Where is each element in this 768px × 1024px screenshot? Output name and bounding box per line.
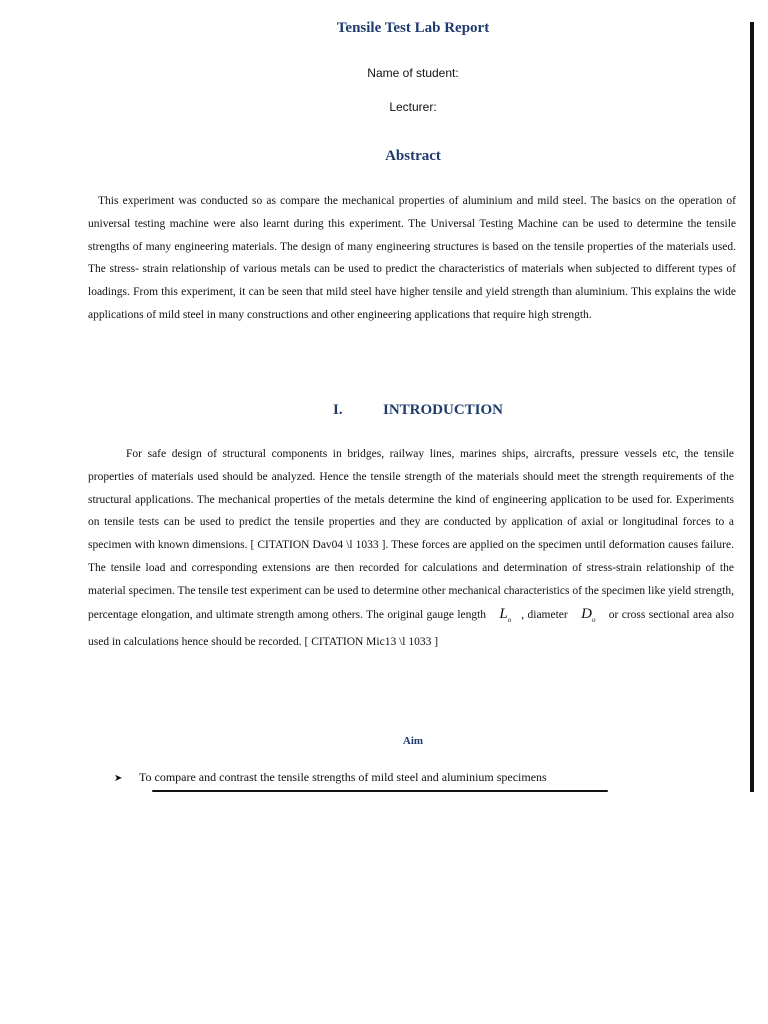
abstract-heading: Abstract	[385, 148, 441, 164]
page-edge-rule	[750, 22, 754, 792]
arrow-bullet-icon: ➤	[114, 773, 123, 784]
introduction-paragraph	[88, 443, 734, 654]
student-name-label: Name of student:	[367, 66, 459, 80]
gauge-length-symbol	[499, 606, 511, 622]
aim-list-item	[114, 770, 547, 785]
intro-text-part-3: or cross sectional area also used in calculations hence should be recorded. [ CITATION Mic13 \l 1033 ]	[88, 608, 734, 649]
lecturer-label: Lecturer:	[389, 100, 437, 114]
symbol-l-subscript: o	[507, 615, 512, 624]
introduction-heading	[333, 402, 503, 419]
section-number: I.	[333, 402, 343, 418]
aim-heading: Aim	[402, 735, 424, 747]
symbol-l: L	[499, 605, 508, 622]
aim-underline	[152, 790, 608, 792]
intro-text-part-2: , diameter	[521, 608, 568, 621]
aim-item-text: To compare and contrast the tensile strengths of mild steel and aluminium specimens	[139, 770, 547, 784]
intro-text-part-1: For safe design of structural components in bridges, railway lines, marines ships, aircrafts, pressure vessels etc, the tensile properties of materials used should be analyzed. Hence the tensile strength of the materials should meet the strength requirements of the structural applications. The mechanical properties of the metals determine the kind of engineering application to be used for. Experiments on tensile tests can be used to predict the tensile properties and they are conducted by application of axial or longitudinal forces to a specimen with known dimensions. [ CITATION Dav04 \l 1033 ]. These forces are applied on the specimen until deformation causes failure. The tensile load and corresponding extensions are then recorded for calculations and determination of stress-strain relationship of the material specimen. The tensile test experiment can be used to determine other mechanical characteristics of the specimen like yield strength, percentage elongation, and ultimate strength among others. The original gauge length	[88, 448, 734, 621]
report-title: Tensile Test Lab Report	[336, 20, 490, 36]
symbol-d: D	[581, 605, 592, 622]
abstract-paragraph: This experiment was conducted so as compare the mechanical properties of aluminium and mild steel. The basics on the operation of universal testing machine were also learnt during this experiment. The Universal Testing Machine can be used to determine the tensile strengths of many engineering materials. The design of many engineering structures is based on the tensile properties of the materials used. The stress- strain relationship of various metals can be used to predict the characteristics of materials when subjected to different types of loadings. From this experiment, it can be seen that mild steel have higher tensile and yield strength than aluminium. This explains the wide applications of mild steel in many constructions and other engineering applications that require high strength.	[88, 195, 736, 321]
symbol-d-subscript: o	[591, 615, 596, 624]
section-title: INTRODUCTION	[383, 402, 504, 418]
diameter-symbol	[581, 606, 595, 622]
